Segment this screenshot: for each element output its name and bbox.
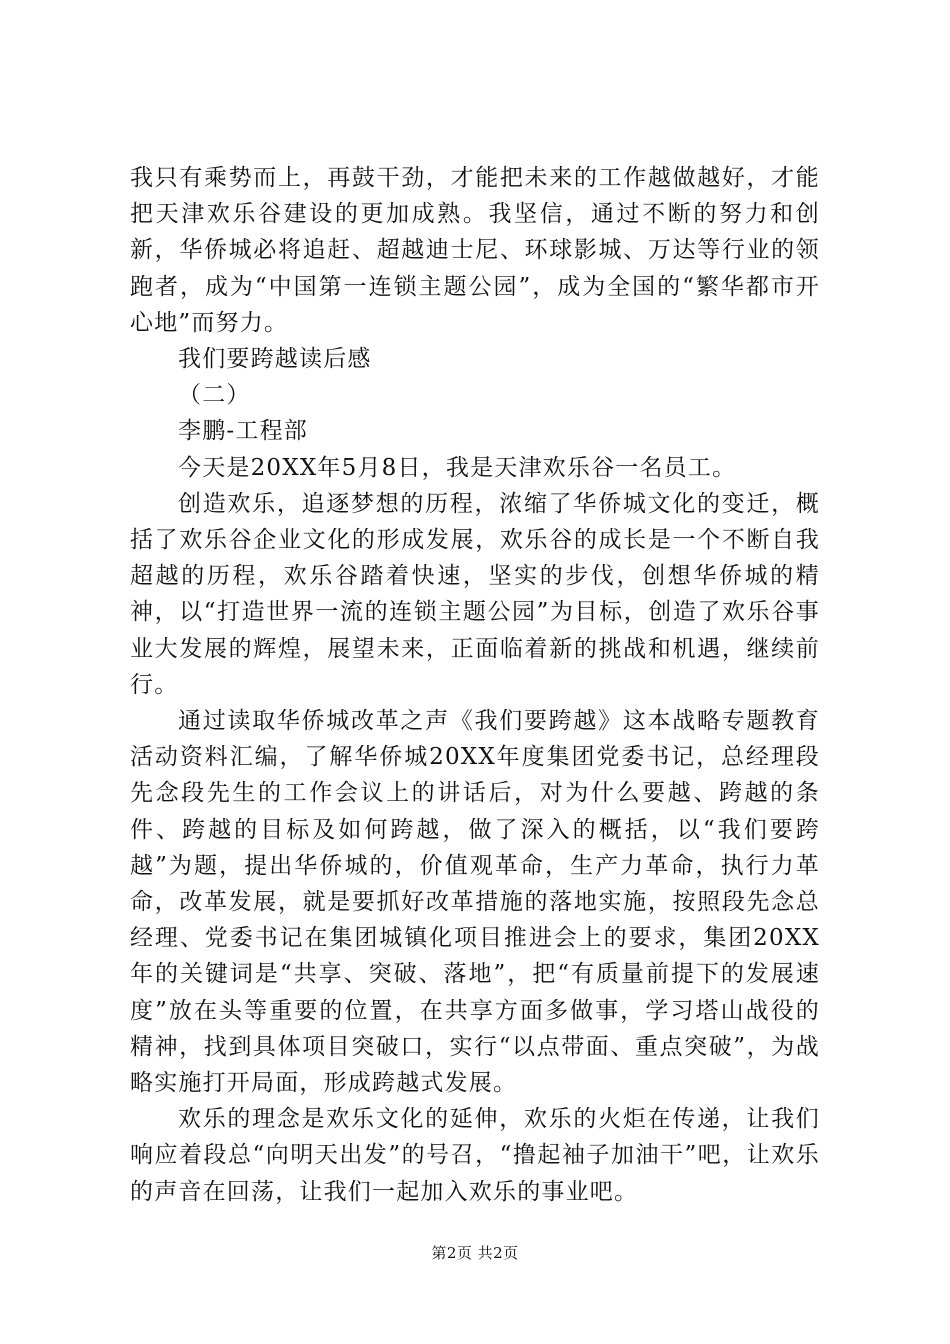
- essay-title: 我们要跨越读后感: [178, 346, 372, 373]
- paragraph-body-2: 通过读取华侨城改革之声《我们要跨越》这本战略专题教育活动资料汇编，了解华侨城20XX年度集团党委书记，总经理段先念段先生的工作会议上的讲话后，对为什么要越、跨越的条件、跨越的目标及如何跨越，做了深入的概括，以“我们要跨越”为题，提出华侨城的，价值观革命，生产力革命，执行力革命，改革发展，就是要抓好改革措施的落地实施，按照段先念总经理、党委书记在集团城镇化项目推进会上的要求，集团20XX年的关键词是“共享、突破、落地”，把“有质量前提下的发展速度”放在头等重要的位置，在共享方面多做事，学习塔山战役的精神，找到具体项目突破口，实行“以点带面、重点突破”，为战略实施打开局面，形成跨越式发展。: [130, 708, 820, 1097]
- paragraph-body-1: 创造欢乐，追逐梦想的历程，浓缩了华侨城文化的变迁，概括了欢乐谷企业文化的形成发展，欢乐谷的成长是一个不断自我超越的历程，欢乐谷踏着快速，坚实的步伐，创想华侨城的精神，以“打造世界一流的连锁主题公园”为目标，创造了欢乐谷事业大发展的辉煌，展望未来，正面临着新的挑战和机遇，继续前行。: [130, 490, 820, 698]
- paragraph-date: 今天是20XX年5月8日，我是天津欢乐谷一名员工。: [178, 454, 737, 481]
- document-body: [130, 160, 820, 1210]
- essay-part-number: （二）: [178, 382, 251, 409]
- paragraph-continuation: 我只有乘势而上，再鼓干劲，才能把未来的工作越做越好，才能把天津欢乐谷建设的更加成熟。我坚信，通过不断的努力和创新，华侨城必将追赶、超越迪士尼、环球影城、万达等行业的领跑者，成为“中国第一连锁主题公园”，成为全国的“繁华都市开心地”而努力。: [130, 165, 820, 336]
- paragraph-body-3: 欢乐的理念是欢乐文化的延伸，欢乐的火炬在传递，让我们响应着段总“向明天出发”的号召，“撸起袖子加油干”吧，让欢乐的声音在回荡，让我们一起加入欢乐的事业吧。: [130, 1106, 820, 1205]
- author-line: 李鹏-工程部: [178, 418, 308, 445]
- page-footer: 第2页 共2页: [431, 1244, 519, 1262]
